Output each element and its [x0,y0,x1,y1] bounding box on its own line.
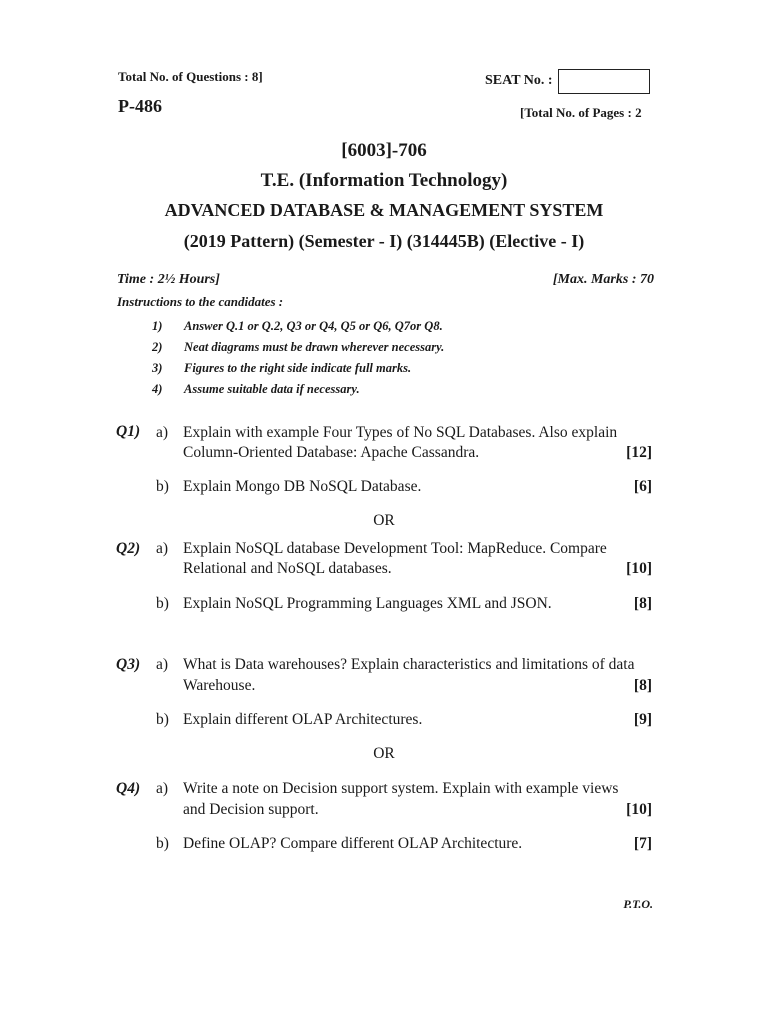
please-turn-over: P.T.O. [623,897,653,911]
instruction-item [152,319,443,334]
q3a-marks: [8] [633,677,652,694]
q4-part-a-label: a) [156,780,169,797]
max-marks: [Max. Marks : 70 [552,272,654,287]
q3-part-a-label: a) [156,656,169,673]
seat-number-label: SEAT No. : [485,73,553,88]
q4a-marks: [10] [626,801,652,818]
instructions-heading: Instructions to the candidates : [117,294,284,309]
q3a-text-line2: Warehouse. [183,677,256,694]
paper-id: P-486 [118,96,162,116]
question-number-q3: Q3) [116,656,141,673]
q2a-marks: [10] [626,560,652,577]
total-pages: [Total No. of Pages : 2 [520,105,642,120]
total-questions: Total No. of Questions : 8] [118,69,263,84]
q4a-text-line2: and Decision support. [183,801,319,818]
q1-part-a-label: a) [156,424,169,441]
instruction-text: Answer Q.1 or Q.2, Q3 or Q4, Q5 or Q6, Q7or Q8. [184,319,443,333]
q4b-text: Define OLAP? Compare different OLAP Architecture. [183,835,523,852]
q2b-marks: [8] [633,595,652,612]
q1-part-b-label: b) [156,478,169,495]
q4-part-b-label: b) [156,835,169,852]
seat-number-box [558,69,650,94]
or-separator: OR [373,745,395,762]
q1b-marks: [6] [633,478,652,495]
q2-part-a-label: a) [156,540,169,557]
instruction-number: 1) [152,319,163,333]
question-number-q2: Q2) [116,540,141,557]
paper-code: [6003]-706 [341,140,427,161]
q2a-text-line1: Explain NoSQL database Development Tool: MapReduce. Compare [183,540,607,557]
instruction-item [152,340,444,355]
instruction-text: Neat diagrams must be drawn wherever necessary. [184,340,445,354]
instruction-number: 2) [152,340,163,354]
q4a-text-line1: Write a note on Decision support system. Explain with example views [183,780,619,797]
q3a-text-line1: What is Data warehouses? Explain characteristics and limitations of data [183,656,635,673]
q1a-text-line1: Explain with example Four Types of No SQL Databases. Also explain [183,424,618,441]
q2-part-b-label: b) [156,595,169,612]
instruction-number: 4) [152,382,163,396]
q1a-marks: [12] [626,444,652,461]
subject-title: ADVANCED DATABASE & MANAGEMENT SYSTEM [164,200,604,220]
time-allowed: Time : 2½ Hours] [117,272,220,287]
q3b-marks: [9] [633,711,652,728]
pattern-line: (2019 Pattern) (Semester - I) (314445B) (Elective - I) [183,231,585,251]
q3b-text: Explain different OLAP Architectures. [183,711,423,728]
q1a-text-line2: Column-Oriented Database: Apache Cassandra. [183,444,480,461]
q1b-text: Explain Mongo DB NoSQL Database. [183,478,422,495]
question-number-q1: Q1) [116,423,141,440]
instruction-number: 3) [152,361,163,375]
question-number-q4: Q4) [116,780,141,797]
instruction-item [152,382,360,397]
course-title: T.E. (Information Technology) [260,170,508,191]
instruction-text: Figures to the right side indicate full marks. [184,361,412,375]
or-separator: OR [373,512,395,529]
q2b-text: Explain NoSQL Programming Languages XML and JSON. [183,595,552,612]
q3-part-b-label: b) [156,711,169,728]
q4b-marks: [7] [633,835,652,852]
instruction-item [152,361,411,376]
instruction-text: Assume suitable data if necessary. [184,382,360,396]
q2a-text-line2: Relational and NoSQL databases. [183,560,392,577]
